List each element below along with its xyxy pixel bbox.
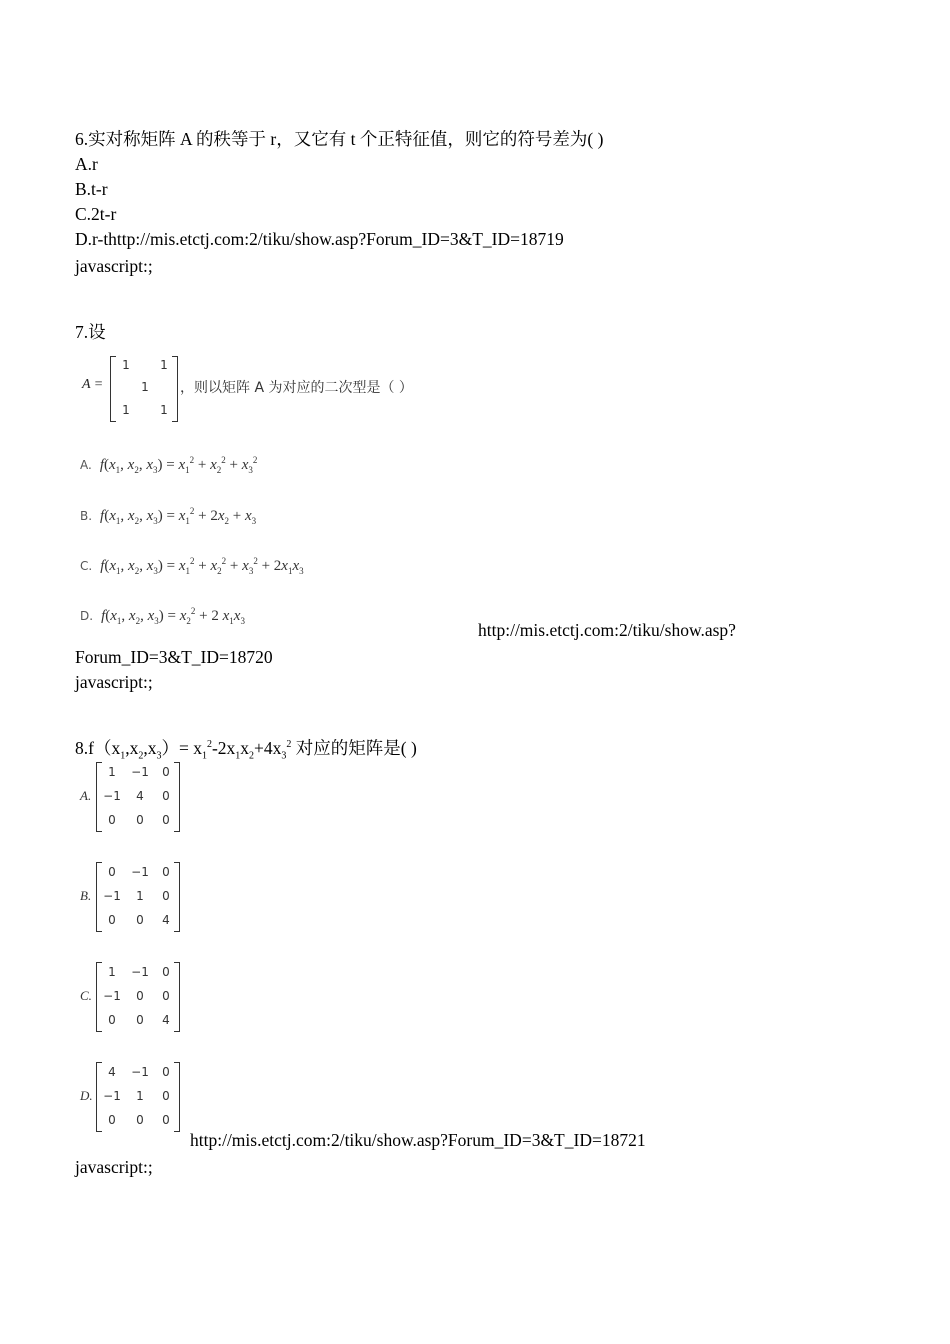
- q8-matrix-cell: 0: [136, 813, 144, 827]
- q7-stem: 7.设: [75, 322, 106, 342]
- q7-matrix-cell: 1: [160, 403, 168, 417]
- q8-matrix-cell: 0: [162, 889, 170, 903]
- q8-matrix-cell: −1: [131, 865, 149, 879]
- q8-matrix-cell: 0: [108, 813, 116, 827]
- q8-matrix-cell: −1: [103, 889, 121, 903]
- q8-option-label: C.: [80, 988, 92, 1003]
- q8-matrix-cell: 0: [162, 1113, 170, 1127]
- q8-link[interactable]: http://mis.etctj.com:2/tiku/show.asp?Forum_ID=3&T_ID=18721: [190, 1130, 646, 1150]
- q8-matrix-cell: 0: [162, 1089, 170, 1103]
- q7-link-part1[interactable]: http://mis.etctj.com:2/tiku/show.asp?: [478, 620, 736, 640]
- q7-matrix-cell: 1: [141, 380, 149, 394]
- q7-link-part2[interactable]: Forum_ID=3&T_ID=18720: [75, 647, 273, 667]
- q6-option-b: B.t-r: [75, 179, 108, 199]
- q8-matrix-cell: 0: [136, 913, 144, 927]
- q6-stem: 6.实对称矩阵 A 的秩等于 r，又它有 t 个正特征值，则它的符号差为( ): [75, 129, 604, 149]
- q6-javascript-link[interactable]: javascript:;: [75, 256, 153, 276]
- q8-matrix-cell: 0: [162, 989, 170, 1003]
- q7-matrix: [110, 356, 178, 422]
- q8-matrix-cell: 4: [162, 1013, 170, 1027]
- q6-option-a: A.r: [75, 154, 98, 174]
- q7-option-a: A. $f(x_1$, $x_2$, $x_3) = x_1^2 + x_2^2 + x_3^2$: [80, 455, 258, 475]
- q8-matrix-cell: 0: [108, 1113, 116, 1127]
- q8-matrix-cell: 0: [162, 1065, 170, 1079]
- q8-matrix-cell: −1: [131, 1065, 149, 1079]
- q8-matrix-cell: 0: [162, 789, 170, 803]
- q8-matrix-cell: 0: [162, 813, 170, 827]
- q8-matrix-cell: 1: [108, 965, 116, 979]
- q8-matrix-cell: 0: [108, 1013, 116, 1027]
- q7-matrix-cell: 1: [122, 403, 130, 417]
- q8-matrix-cell: 1: [108, 765, 116, 779]
- q6-option-c: C.2t-r: [75, 204, 117, 224]
- q8-option-label: B.: [80, 888, 92, 903]
- q8-option-label: A.: [80, 788, 92, 803]
- q7-matrix-suffix: ，则以矩阵 A 为对应的二次型是（ ）: [180, 380, 413, 396]
- q7-javascript-link[interactable]: javascript:;: [75, 672, 153, 692]
- q8-matrix-cell: 4: [136, 789, 144, 803]
- q8-matrix-cell: 0: [108, 913, 116, 927]
- q8-matrix-cell: 0: [162, 765, 170, 779]
- q8-matrix-a: [96, 762, 180, 832]
- q8-matrix-cell: −1: [131, 765, 149, 779]
- q8-matrix-d: [96, 1062, 180, 1132]
- q7-matrix-label: A =: [82, 377, 104, 392]
- q8-matrix-cell: 0: [162, 965, 170, 979]
- q8-matrix-cell: 1: [136, 889, 144, 903]
- q8-javascript-link[interactable]: javascript:;: [75, 1157, 153, 1177]
- q8-matrix-cell: −1: [103, 789, 121, 803]
- q8-matrix-cell: −1: [131, 965, 149, 979]
- q8-matrix-cell: 0: [162, 865, 170, 879]
- q8-matrix-cell: −1: [103, 989, 121, 1003]
- q6-option-d[interactable]: D.r-thttp://mis.etctj.com:2/tiku/show.asp?Forum_ID=3&T_ID=18719: [75, 229, 564, 249]
- q8-matrix-cell: 0: [136, 1013, 144, 1027]
- q8-stem: $8.f(x_1,x_2,x_3)= x_1^2-2x_1x_2+4x_3^2$ 对应的矩阵是( ): [75, 737, 417, 762]
- q8-matrix-cell: 4: [108, 1065, 116, 1079]
- q7-option-b: B. $f(x_1$, $x_2$, $x_3) = x_1^2 + 2x_2 + x_3$: [80, 506, 257, 526]
- q8-matrix-cell: 0: [136, 989, 144, 1003]
- q7-option-c: C. $f(x_1$, $x_2$, $x_3) = x_1^2 + x_2^2 + x_3^2 + 2x_1x_3$: [80, 556, 304, 576]
- q7-matrix-cell: 1: [122, 358, 130, 372]
- q8-matrix-b: [96, 862, 180, 932]
- q8-matrix-c: [96, 962, 180, 1032]
- q8-matrix-cell: 1: [136, 1089, 144, 1103]
- q7-option-d: D. $f(x_1$, $x_2$, $x_3) = x_2^2 + 2$ $x_1x_3$: [80, 606, 245, 626]
- q8-matrix-cell: −1: [103, 1089, 121, 1103]
- q8-option-label: D.: [80, 1088, 93, 1103]
- q8-matrix-cell: 4: [162, 913, 170, 927]
- q8-matrix-cell: 0: [136, 1113, 144, 1127]
- q7-matrix-cell: 1: [160, 358, 168, 372]
- q8-matrix-cell: 0: [108, 865, 116, 879]
